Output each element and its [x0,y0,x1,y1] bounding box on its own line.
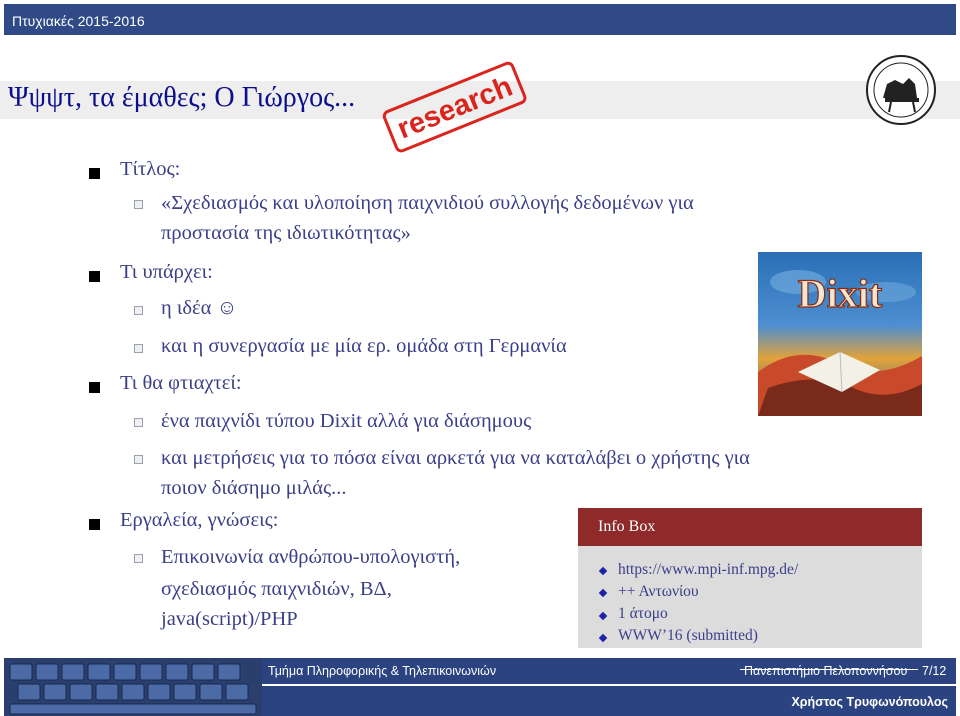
header-bar [0,0,960,36]
bullet-title-value: «Σχεδιασμός και υλοποίηση παιχνιδιού συλλογής δεδομένων για [161,192,694,214]
bullet-hci: Επικοινωνία ανθρώπου-υπολογιστή, [161,546,461,568]
sub-bullet [134,455,143,464]
bullet-exists: Τι υπάρχει: [120,261,213,283]
footer-university: Πανεπιστήμιο Πελοποννήσου [744,664,908,678]
sub-bullet [134,344,143,353]
info-box-header [578,508,922,546]
bullet-cooperation: και η συνεργασία με μία ερ. ομάδα στη Γερμανία [161,335,567,357]
info-box [578,508,922,648]
footer-author-bar [262,686,956,716]
bullet-hci-cont1: σχεδιασμός παιχνιδιών, ΒΔ, [161,578,392,600]
bullet-hci-cont2: java(script)/PHP [161,608,298,630]
university-seal [865,54,937,126]
dixit-cover-image [758,252,922,416]
sub-bullet [134,554,143,563]
bullet-game: ένα παιχνίδι τύπου Dixit αλλά για διάσημους [161,410,532,432]
square-bullet [89,168,100,179]
keyboard-image [4,658,262,716]
info-link[interactable]: https://www.mpi-inf.mpg.de/ [618,561,799,578]
square-bullet [89,382,100,393]
footer-bar [262,658,956,684]
sub-bullet [134,306,143,315]
bullet-measurements: και μετρήσεις για το πόσα είναι αρκετά για να καταλάβει ο χρήστης για [161,447,750,469]
header-label: Πτυχιακές 2015-2016 [12,13,145,29]
sub-bullet [134,200,143,209]
footer-author: Χρήστος Τρυφωνόπουλος [791,695,948,709]
info-item-people: 1 άτομο [618,605,668,622]
bullet-title-label: Τίτλος: [120,158,181,180]
footer-dept: Τμήμα Πληροφορικής & Τηλεπικοινωνιών [268,664,497,678]
bullet-title-value-cont: προστασία της ιδιωτικότητας» [161,222,411,244]
dixit-logo: Dixit [797,271,883,316]
info-item-contact: ++ Αντωνίου [618,583,699,600]
footer [0,656,960,716]
slide-title: Ψψψτ, τα έμαθες; Ο Γιώργος... [8,82,356,113]
research-stamp-text: research [392,70,518,146]
header-band [4,4,956,35]
sub-bullet [134,418,143,427]
bullet-idea: η ιδέα ☺ [161,297,238,319]
square-bullet [89,271,100,282]
bullet-tools: Εργαλεία, γνώσεις: [120,509,279,531]
bullet-measurements-cont: ποιον διάσημο μιλάς... [161,477,347,499]
square-bullet [89,519,100,530]
info-item-venue: WWW’16 (submitted) [618,627,758,644]
page-number: 7/12 [922,664,947,678]
bullet-build: Τι θα φτιαχτεί: [120,372,242,394]
research-stamp [380,50,530,160]
info-box-title: Info Box [598,518,656,535]
